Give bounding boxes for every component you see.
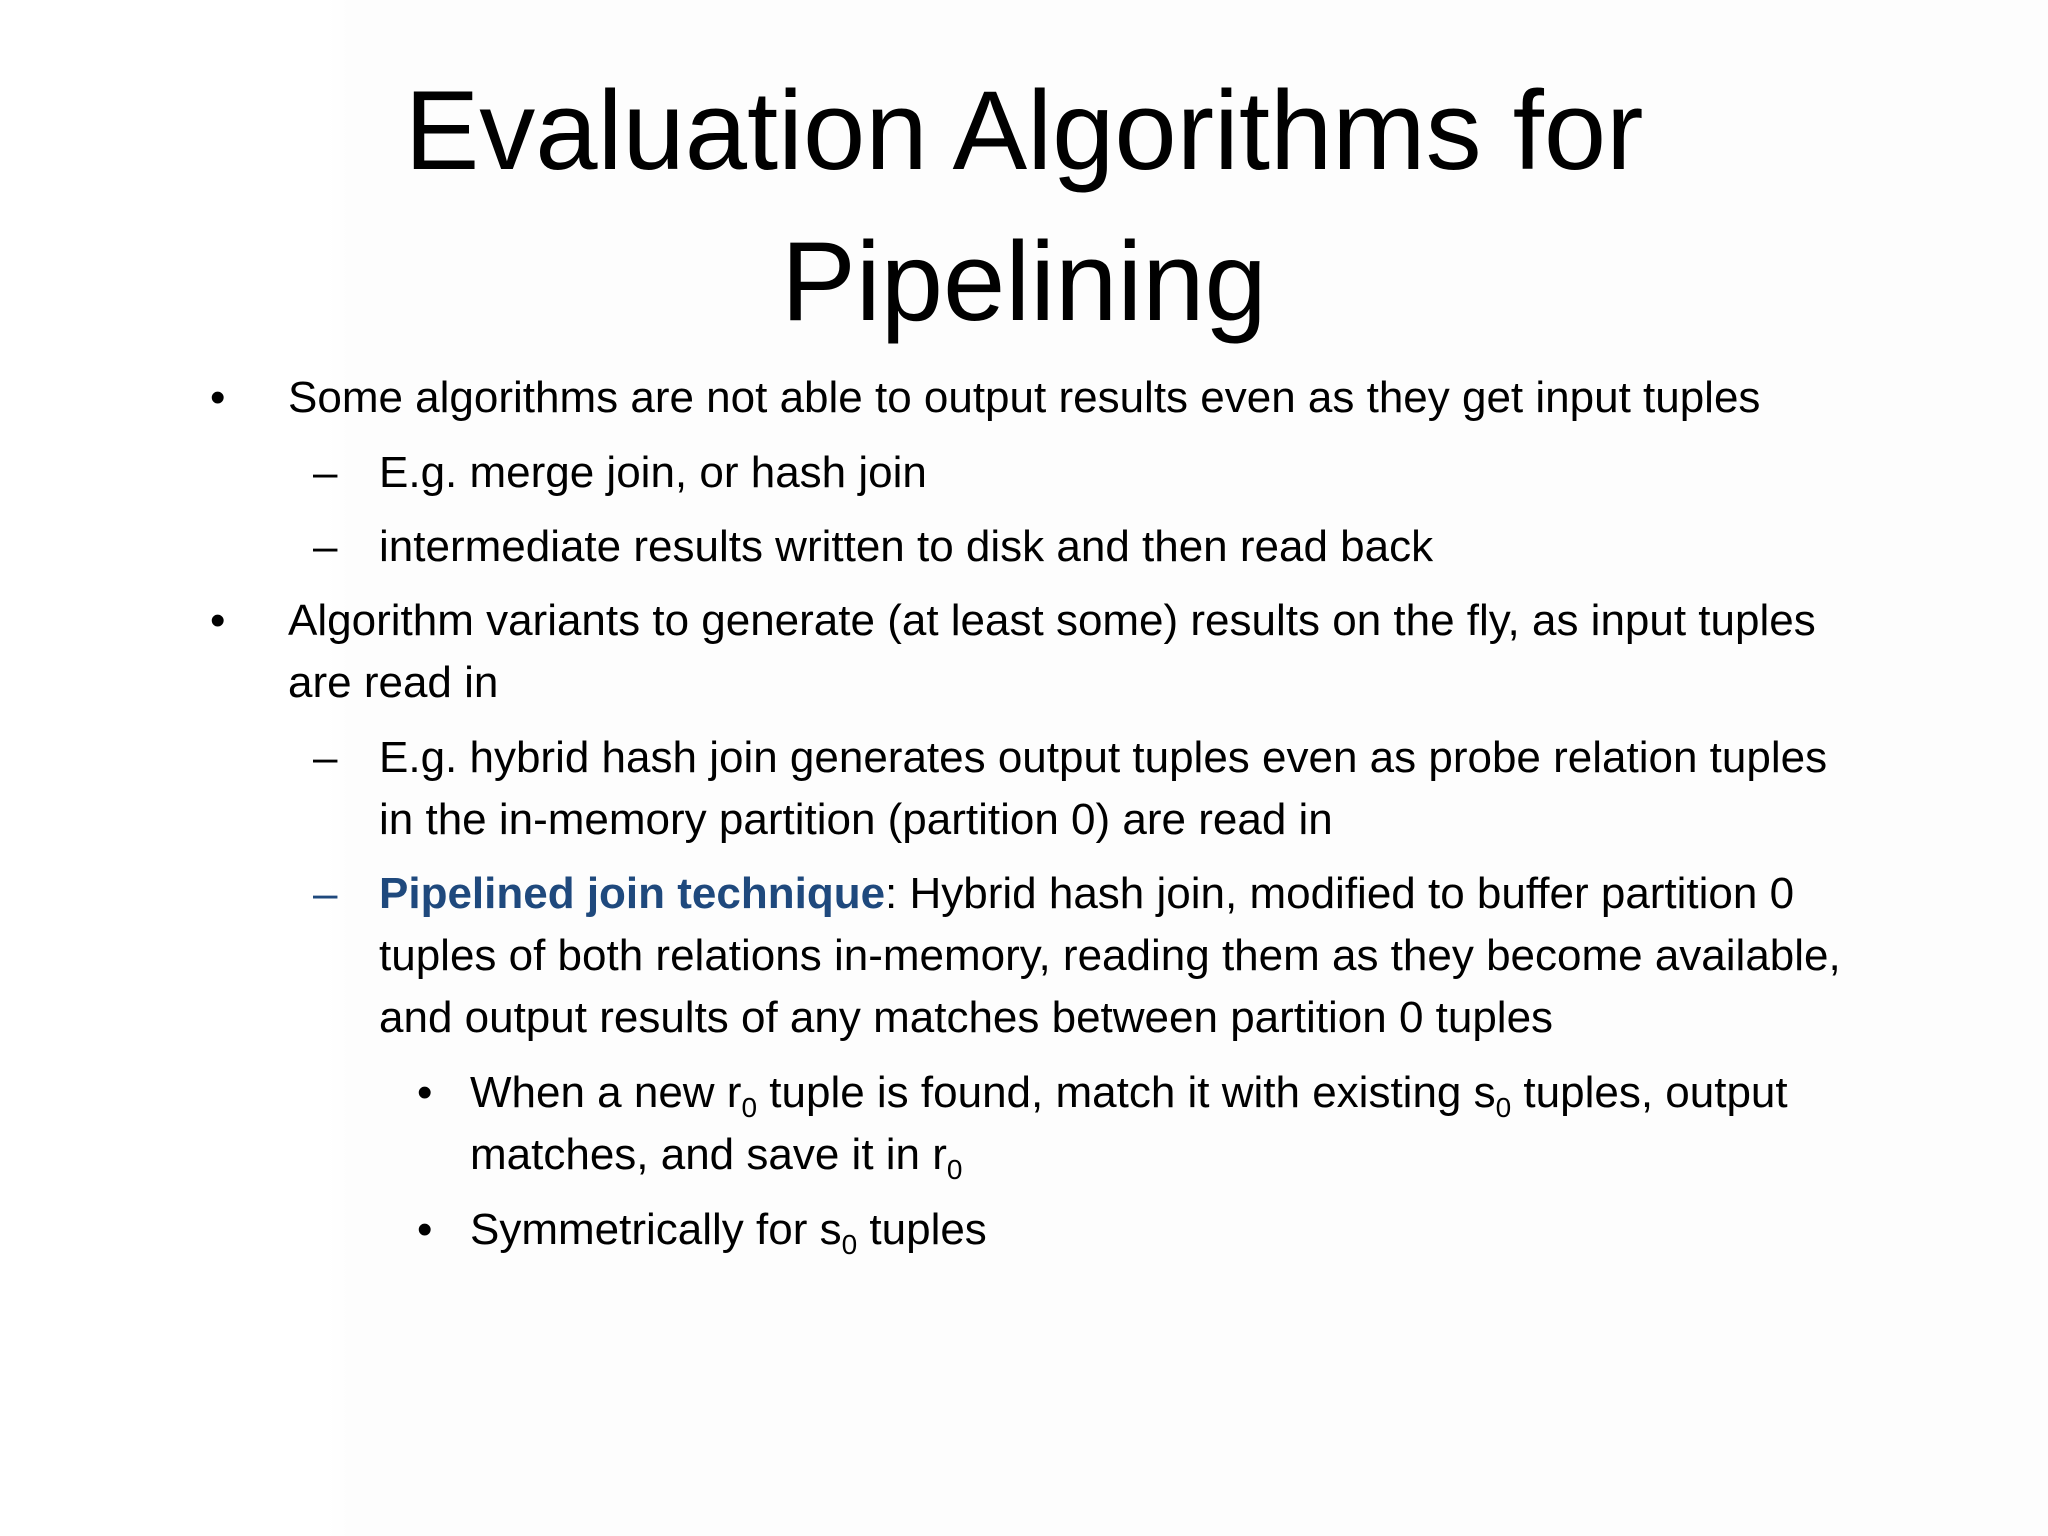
sub-bullet-text-line-1: E.g. hybrid hash join generates output tuples even as probe relation tuples [379, 733, 1828, 782]
subscript: 0 [1495, 1092, 1512, 1123]
slide-title [0, 55, 2048, 357]
sub-bullet-text: E.g. merge join, or hash join [379, 448, 927, 497]
subscript: 0 [841, 1229, 858, 1260]
bullet-marker: • [417, 1205, 433, 1254]
text-part: When a new r [470, 1068, 742, 1117]
sub-bullet-text-rest: : Hybrid hash join, modified to buffer partition 0 [885, 869, 1795, 918]
title-line-2: Pipelining [781, 219, 1267, 344]
text-part: matches, and save it in r [470, 1130, 947, 1179]
title-line-1: Evaluation Algorithms for [404, 68, 1644, 193]
dash-marker: – [313, 448, 338, 497]
text-part: tuple is found, match it with existing s [757, 1068, 1496, 1117]
sub-sub-bullet-text-line-1 [470, 1062, 1788, 1124]
bullet-marker: • [210, 373, 226, 422]
subscript: 0 [741, 1092, 758, 1123]
bullet-text-line-2: are read in [288, 658, 499, 707]
dash-marker: – [313, 522, 338, 571]
sub-sub-bullet-text-line-2 [470, 1124, 962, 1186]
bullet-marker: • [417, 1068, 433, 1117]
bullet-marker: • [210, 596, 226, 645]
text-part: tuples, output [1511, 1068, 1788, 1117]
bullet-text: Some algorithms are not able to output results even as they get input tuples [288, 373, 1761, 422]
pipelined-join-term: Pipelined join technique [379, 869, 886, 918]
dash-marker: – [313, 733, 338, 782]
text-part: tuples [857, 1205, 987, 1254]
dash-marker: – [313, 869, 338, 918]
sub-bullet-text-line-1 [379, 863, 1794, 925]
subscript: 0 [946, 1154, 963, 1185]
sub-bullet-text-line-2: tuples of both relations in-memory, reading them as they become available, [379, 931, 1841, 980]
bullet-text-line-1: Algorithm variants to generate (at least some) results on the fly, as input tuples [288, 596, 1816, 645]
sub-sub-bullet-text [470, 1199, 987, 1261]
sub-bullet-text-line-2: in the in-memory partition (partition 0) are read in [379, 795, 1333, 844]
sub-bullet-text-line-3: and output results of any matches between partition 0 tuples [379, 993, 1554, 1042]
text-part: Symmetrically for s [470, 1205, 842, 1254]
sub-bullet-text: intermediate results written to disk and then read back [379, 522, 1434, 571]
